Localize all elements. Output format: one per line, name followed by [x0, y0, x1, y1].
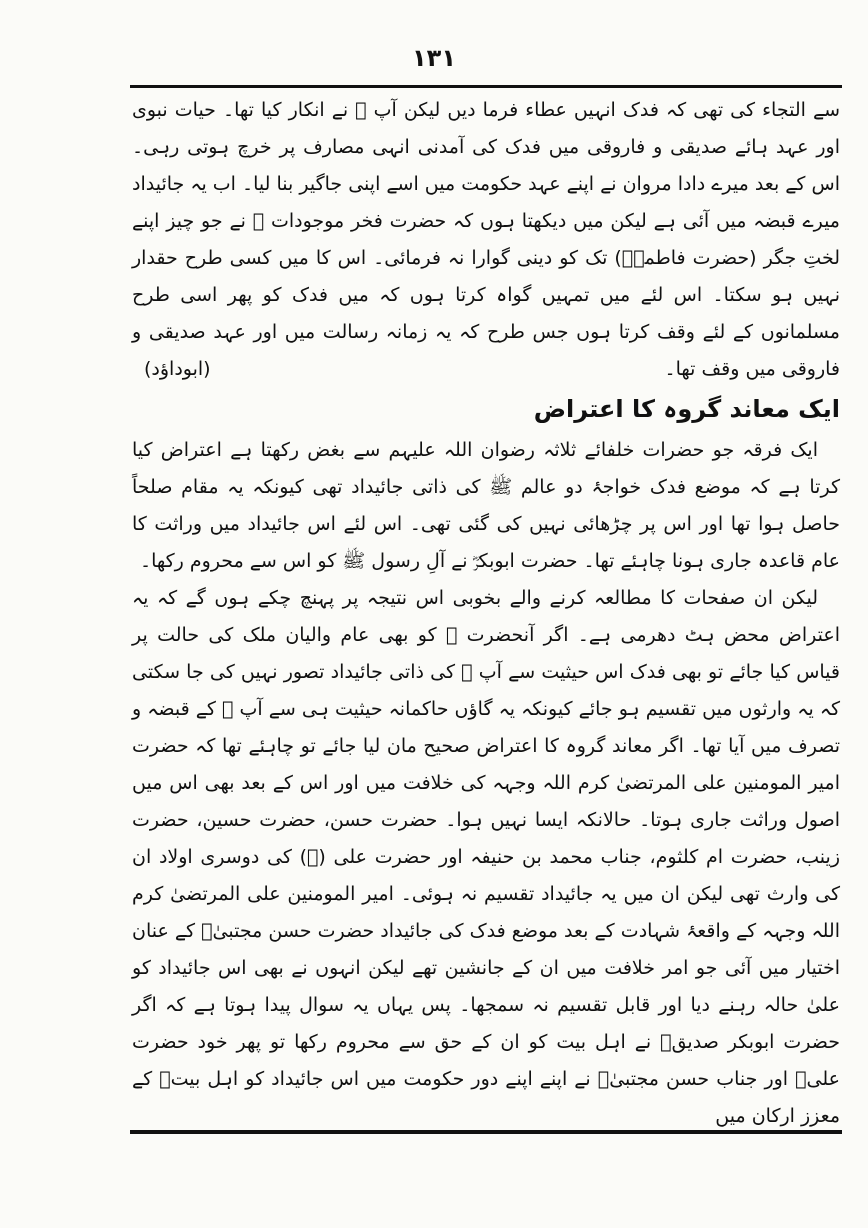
section-heading: ایک معاند گروہ کا اعتراض [533, 395, 840, 423]
page-body [132, 92, 840, 1135]
footer-rule [130, 1130, 842, 1134]
paragraph-1-text: سے التجاء کی تھی کہ فدک انہیں عطاء فرما دیں لیکن آپ ﷺ نے انکار کیا تھا۔ حیات نبوی اور عہد ہائے صدیقی و فاروقی میں فدک کی آمدنی انہی مصارف پر خرچ ہوتی رہی۔ اس کے بعد میرے دادا مروان نے اپنے عہد حکومت میں اسے اپنی جاگیر بنا لیا۔ اب یہ جائیداد میرے قبضہ میں آئی ہے لیکن میں دیکھتا ہوں کہ حضرت فخر موجودات ﷺ نے جو چیز اپنے لختِ جگر (حضرت فاطمہؓ) تک کو دینی گوارا نہ فرمائی۔ اس کا میں کسی طرح حقدار نہیں ہو سکتا۔ اس لئے میں تمہیں گواہ کرتا ہوں کہ میں فدک کو پھر اسی طرح مسلمانوں کے لئے وقف کرتا ہوں جس طرح کہ یہ زمانہ رسالت میں اور عہد صدیقی و فاروقی میں وقف تھا۔ [132, 99, 840, 380]
source-reference: (ابوداؤد) [144, 358, 211, 380]
page-number: ۱۳۱ [412, 44, 456, 72]
header-rule [130, 85, 842, 88]
paragraph-2: ایک فرقہ جو حضرات خلفائے ثلاثہ رضوان اللہ علیہم سے بغض رکھتا ہے اعتراض کیا کرتا ہے کہ موضع فدک خواجۂ دو عالم ﷺ کی ذاتی جائیداد تھی کیونکہ یہ مقام صلحاً حاصل ہوا تھا اور اس پر چڑھائی نہیں کی گئی تھی۔ اس لئے اس جائیداد میں وراثت کا عام قاعدہ جاری ہونا چاہئے تھا۔ حضرت ابوبکرؓ نے آلِ رسول ﷺ کو اس سے محروم رکھا۔ [132, 439, 840, 572]
paragraph-3: لیکن ان صفحات کا مطالعہ کرنے والے بخوبی اس نتیجہ پر پہنچ چکے ہوں گے کہ یہ اعتراض محض ہٹ دھرمی ہے۔ اگر آنحضرت ﷺ کو بھی عام والیان ملک کی حالت پر قیاس کیا جائے تو بھی فدک اس حیثیت سے آپ ﷺ کی ذاتی جائیداد تصور نہیں کی جا سکتی کہ یہ وارثوں میں تقسیم ہو جائے کیونکہ یہ گاؤں حاکمانہ حیثیت ہی سے آپ ﷺ کے قبضہ و تصرف میں آیا تھا۔ اگر معاند گروہ کا اعتراض صحیح مان لیا جائے تو چاہئے تھا کہ حضرت امیر المومنین علی المرتضیٰ کرم اللہ وجہہ کی خلافت میں اور اس کے بعد بھی اس میں اصول وراثت جاری ہوتا۔ حالانکہ ایسا نہیں ہوا۔ حضرت حسن، حضرت حسین، حضرت زینب، حضرت ام کلثوم، جناب محمد بن حنیفہ اور حضرت علی (ؓ) کی دوسری اولاد ان کی وارث تھی لیکن ان میں یہ جائیداد تقسیم نہ ہوئی۔ امیر المومنین علی المرتضیٰ کرم اللہ وجہہ کے واقعۂ شہادت کے بعد موضع فدک کی جائیداد حضرت حسن مجتبیٰؓ کے عنان اختیار میں آئی جو امر خلافت میں ان کے جانشین تھے لیکن انہوں نے بھی اس جائیداد کو علیٰ حالہ رہنے دیا اور قابل تقسیم نہ سمجھا۔ پس یہاں یہ سوال پیدا ہوتا ہے کہ اگر حضرت ابوبکر صدیقؓ نے اہل بیت کو ان کے حق سے محروم رکھا تو پھر خود حضرت علیؓ اور جناب حسن مجتبیٰؓ نے اپنے اپنے دور حکومت میں اس جائیداد کو اہل بیتؓ کے معزز ارکان میں [132, 587, 840, 1127]
paragraph-1 [132, 92, 840, 388]
